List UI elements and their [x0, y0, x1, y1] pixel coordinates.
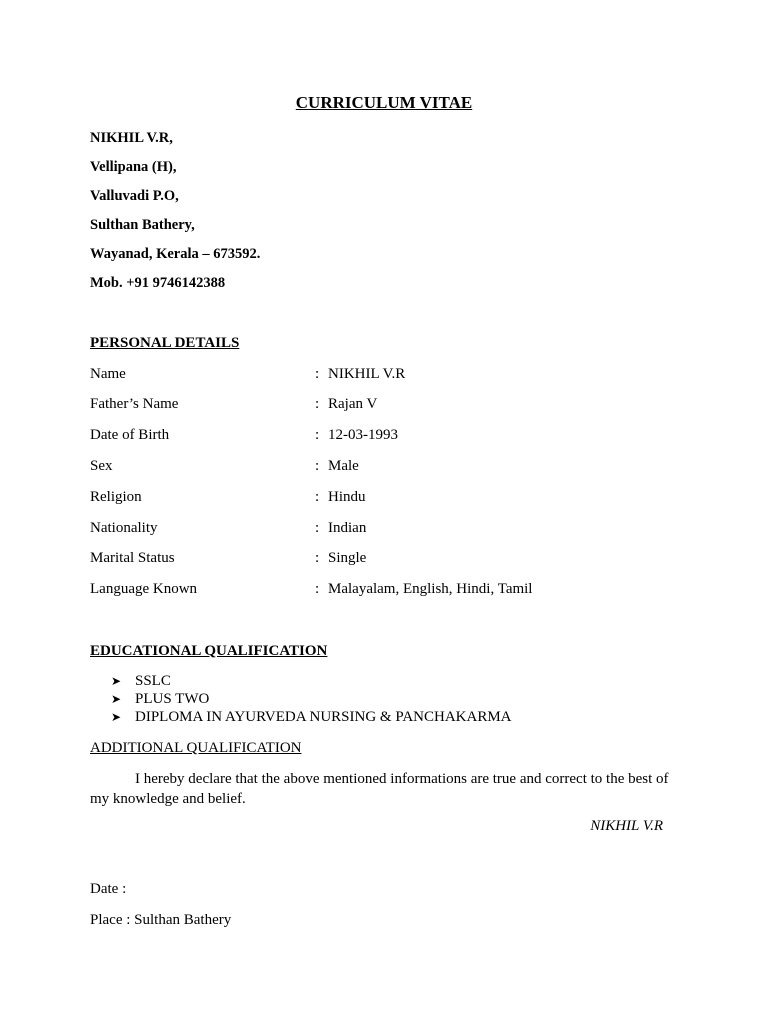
detail-separator: :	[315, 581, 320, 597]
place-line: Place : Sulthan Bathery	[90, 912, 232, 928]
detail-row-languages	[90, 581, 690, 601]
signature-name: NIKHIL V.R	[590, 818, 663, 834]
declaration-paragraph: I hereby declare that the above mentioned informations are true and correct to the best of my knowledge and belief.	[90, 771, 669, 807]
detail-value: Rajan V	[328, 396, 378, 412]
detail-row-father	[90, 396, 690, 416]
detail-row-religion	[90, 489, 690, 509]
address-line-name: NIKHIL V.R,	[90, 130, 173, 146]
detail-label: Marital Status	[90, 550, 175, 566]
detail-separator: :	[315, 520, 320, 536]
education-item-label: SSLC	[135, 673, 171, 689]
detail-value: Hindu	[328, 489, 366, 505]
detail-separator: :	[315, 396, 320, 412]
detail-separator: :	[315, 427, 320, 443]
detail-label: Name	[90, 366, 126, 382]
detail-value: NIKHIL V.R	[328, 366, 406, 382]
document-title: CURRICULUM VITAE	[295, 93, 473, 112]
education-item-label: PLUS TWO	[135, 691, 210, 707]
address-line-town: Sulthan Bathery,	[90, 217, 195, 233]
detail-label: Father’s Name	[90, 396, 179, 412]
detail-label: Date of Birth	[90, 427, 170, 443]
education-heading: EDUCATIONAL QUALIFICATION	[90, 643, 328, 659]
detail-label: Language Known	[90, 581, 198, 597]
arrowhead-bullet-icon: ➤	[111, 674, 122, 688]
additional-qualification-heading: ADDITIONAL QUALIFICATION	[90, 740, 302, 756]
detail-separator: :	[315, 366, 320, 382]
address-line-house: Vellipana (H),	[90, 159, 177, 175]
detail-separator: :	[315, 489, 320, 505]
date-line: Date :	[90, 881, 127, 897]
detail-label: Religion	[90, 489, 142, 505]
detail-separator: :	[315, 550, 320, 566]
address-line-mobile: Mob. +91 9746142388	[90, 275, 226, 291]
detail-separator: :	[315, 458, 320, 474]
detail-row-nationality	[90, 520, 690, 540]
detail-label: Nationality	[90, 520, 158, 536]
address-line-post: Valluvadi P.O,	[90, 188, 179, 204]
detail-row-sex	[90, 458, 690, 478]
detail-row-marital	[90, 550, 690, 570]
arrowhead-bullet-icon: ➤	[111, 710, 122, 724]
detail-value: Male	[328, 458, 359, 474]
detail-value: 12-03-1993	[328, 427, 398, 443]
education-item-label: DIPLOMA IN AYURVEDA NURSING & PANCHAKARMA	[135, 709, 512, 725]
address-line-district: Wayanad, Kerala – 673592.	[90, 246, 261, 262]
detail-value: Indian	[328, 520, 367, 536]
personal-details-heading: PERSONAL DETAILS	[90, 335, 240, 351]
detail-value: Single	[328, 550, 367, 566]
detail-row-dob	[90, 427, 690, 447]
detail-label: Sex	[90, 458, 113, 474]
detail-value: Malayalam, English, Hindi, Tamil	[328, 581, 533, 597]
detail-row-name	[90, 366, 690, 386]
arrowhead-bullet-icon: ➤	[111, 692, 122, 706]
